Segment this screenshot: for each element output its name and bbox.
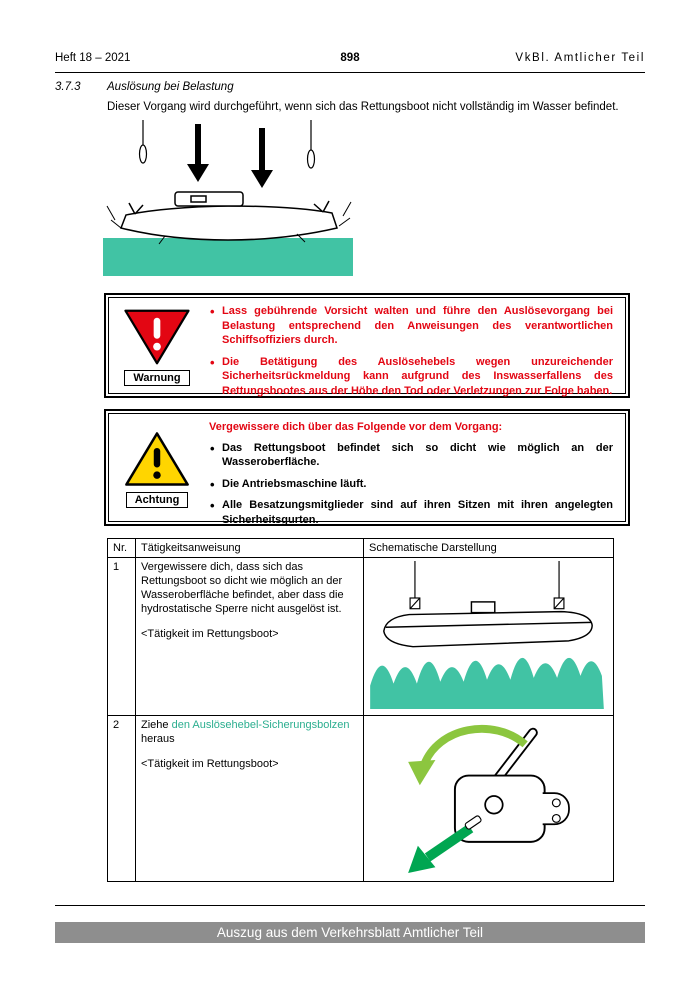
task-cell xyxy=(136,716,364,882)
release-lever-illustration xyxy=(369,719,574,875)
table-row xyxy=(108,558,614,716)
col-header-nr: Nr. xyxy=(108,539,136,558)
boat-splash-illustration xyxy=(103,120,358,287)
col-header-task: Tätigkeitsanweisung xyxy=(136,539,364,558)
task-text-highlight: den Auslösehebel-Sicherungsbolzen xyxy=(171,719,350,731)
task-text: Vergewissere dich, dass sich das Rettungsboot so dicht wie möglich an der Wasseroberfläche befindet, aber dass die hydrostatische Sperre nicht ausgelöst ist. xyxy=(141,561,344,615)
page-header xyxy=(55,52,645,73)
caution-triangle-icon xyxy=(123,429,191,489)
caution-bullet: • Alle Besatzungsmitglieder sind auf ihren Sitzen mit ihren angelegten Sicherheitsgurten. xyxy=(209,498,613,527)
task-table xyxy=(107,538,614,882)
section-heading xyxy=(55,81,234,93)
boat-hoisted-illustration xyxy=(369,561,605,709)
table-header-row xyxy=(108,539,614,558)
task-text-suffix: heraus xyxy=(141,732,175,745)
caution-box xyxy=(104,409,630,526)
header-page-number: 898 xyxy=(340,52,360,64)
task-note: <Tätigkeit im Rettungsboot> xyxy=(141,757,279,770)
intro-paragraph: Dieser Vorgang wird durchgeführt, wenn sich das Rettungsboot nicht vollständig im Wasser befindet. xyxy=(107,101,619,113)
warning-box-inner xyxy=(108,297,626,397)
caution-bullet: • Das Rettungsboot befindet sich so dicht wie möglich an der Wasseroberfläche. xyxy=(209,441,613,470)
task-note: <Tätigkeit im Rettungsboot> xyxy=(141,627,279,640)
caution-icon-column xyxy=(117,429,197,508)
caution-box-inner xyxy=(108,413,626,526)
header-publication: VkBl. Amtlicher Teil xyxy=(515,52,645,64)
boat-splash-svg xyxy=(103,120,358,282)
schema-cell xyxy=(364,558,614,716)
footer-text: Auszug aus dem Verkehrsblatt Amtlicher Teil xyxy=(216,925,484,940)
col-header-schema: Schematische Darstellung xyxy=(364,539,614,558)
warning-bullet: • Lass gebührende Vorsicht walten und führe den Auslösevorgang bei Belastung entsprechend den Anweisungen des verantwortlichen Schiffsoffiziers durch. xyxy=(209,304,613,348)
section-number: 3.7.3 xyxy=(55,81,81,93)
row-number: 1 xyxy=(108,558,136,716)
warning-label: Warnung xyxy=(124,370,189,386)
footer-bar xyxy=(55,922,645,943)
caution-text xyxy=(209,420,613,534)
warning-box xyxy=(104,293,630,398)
warning-text xyxy=(209,304,613,405)
footer-rule xyxy=(55,905,645,906)
warning-bullet: • Die Betätigung des Auslösehebels wegen unzureichender Sicherheitsrückmeldung kann aufgrund des Inswasserfallens des Rettungsbootes aus der Höhe den Tod oder Verletzungen zur Folge haben. xyxy=(209,355,613,399)
caution-bullet: • Die Antriebsmaschine läuft. xyxy=(209,477,613,492)
section-title: Auslösung bei Belastung xyxy=(107,81,234,93)
warning-triangle-icon xyxy=(122,307,192,367)
caution-label: Achtung xyxy=(126,492,189,508)
task-text-prefix: Ziehe xyxy=(141,719,172,731)
table-row xyxy=(108,716,614,882)
warning-icon-column xyxy=(117,307,197,386)
row-number: 2 xyxy=(108,716,136,882)
task-cell xyxy=(136,558,364,716)
header-issue: Heft 18 – 2021 xyxy=(55,52,131,64)
schema-cell xyxy=(364,716,614,882)
task-text xyxy=(141,719,358,747)
caution-heading: Vergewissere dich über das Folgende vor dem Vorgang: xyxy=(209,421,503,433)
